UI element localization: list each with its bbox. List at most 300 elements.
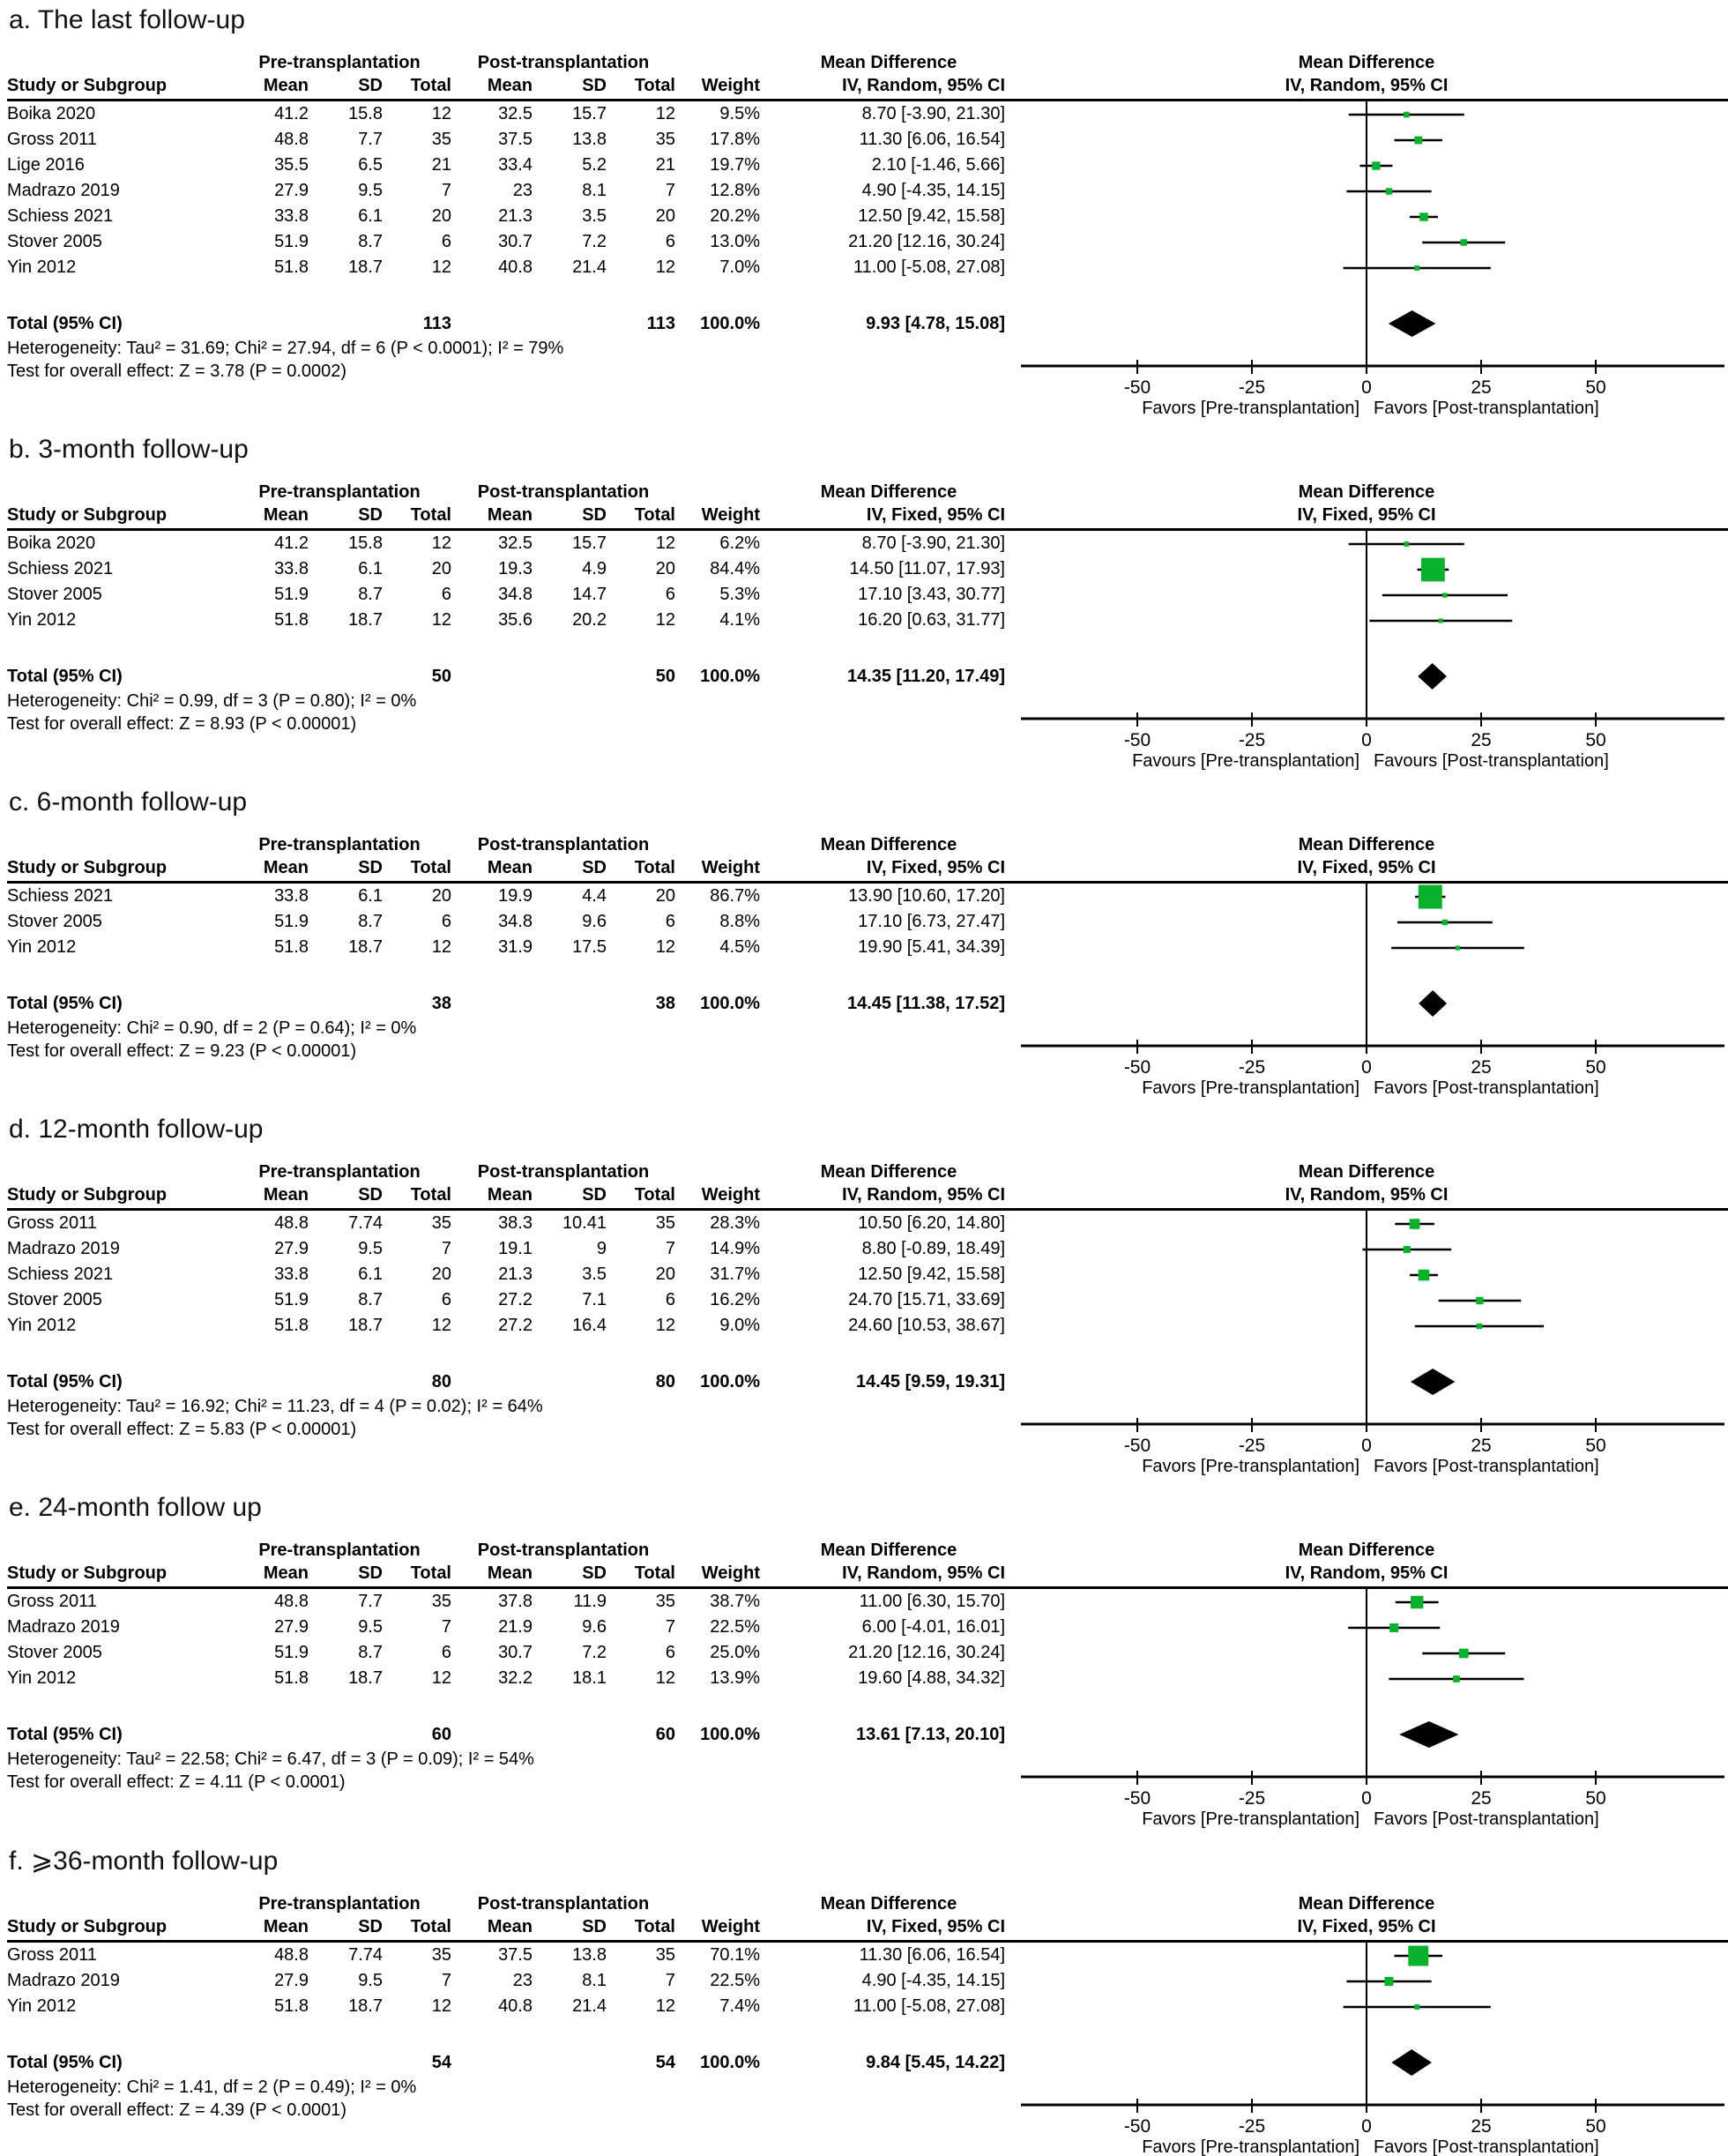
study-value: 41.2 (274, 104, 309, 123)
total-value (227, 2049, 309, 2076)
study-value: 33.8 (274, 886, 309, 906)
study-value: 8.1 (582, 181, 607, 200)
favors-left-label: Favors [Pre-transplantation] (1142, 1809, 1359, 1829)
overall-effect-text: Test for overall effect: Z = 5.83 (P < 0.00001) (7, 1420, 357, 1439)
tick-label: 25 (1471, 377, 1492, 398)
study-value: 35 (431, 1213, 451, 1233)
tick-label: 0 (1361, 2116, 1372, 2137)
study-name: Gross 2011 (7, 1592, 97, 1611)
study-value: 12 (655, 937, 675, 957)
total-value: 50 (431, 667, 451, 686)
column-header: Total (410, 1185, 451, 1205)
study-value: 21.4 (572, 257, 607, 277)
total-value: Total (95% CI) (7, 2053, 123, 2072)
group-header: Post-transplantation (477, 835, 650, 854)
study-value: 9.5 (358, 1971, 383, 1990)
group-header: Post-transplantation (477, 53, 650, 72)
column-header: Total (634, 858, 675, 877)
study-value: 10.50 [6.20, 14.80] (858, 1213, 1005, 1233)
study-value: 11.00 [-5.08, 27.08] (853, 257, 1005, 277)
study-value: 35 (655, 130, 675, 149)
column-header: Mean (487, 1185, 533, 1205)
total-value: Total (95% CI) (7, 1372, 123, 1391)
group-header: Pre-transplantation (258, 1541, 421, 1560)
study-value: 22.5% (710, 1617, 760, 1637)
column-header: Mean (263, 1185, 309, 1205)
panel-title: f. ⩾36-month follow-up (9, 1846, 279, 1876)
study-value: 4.5% (719, 937, 760, 957)
study-value: 6 (441, 585, 451, 604)
total-value: 100.0% (700, 994, 760, 1013)
study-value: 7.0% (719, 257, 760, 277)
favors-left-label: Favours [Pre-transplantation] (1132, 751, 1359, 771)
column-header: IV, Random, 95% CI (842, 1563, 1005, 1583)
column-header: IV, Fixed, 95% CI (866, 858, 1005, 877)
study-name: Gross 2011 (7, 1945, 97, 1965)
study-value: 31.9 (498, 937, 533, 957)
column-header: Study or Subgroup (7, 1917, 168, 1936)
favors-right-label: Favors [Post-transplantation] (1374, 1078, 1599, 1098)
study-value: 19.3 (498, 559, 533, 578)
study-value: 14.9% (710, 1239, 760, 1258)
study-value: 35.5 (274, 155, 309, 175)
study-name: Madrazo 2019 (7, 181, 120, 200)
column-header: Total (410, 76, 451, 95)
column-header: Study or Subgroup (7, 1185, 168, 1205)
plot-header-line1: Mean Difference (1298, 53, 1435, 72)
total-value: Total (95% CI) (7, 667, 123, 686)
study-value: 27.2 (498, 1316, 533, 1335)
study-value: 32.2 (498, 1668, 533, 1688)
study-value: 31.7% (710, 1265, 760, 1284)
total-value: 38 (431, 994, 451, 1013)
study-name: Gross 2011 (7, 1213, 97, 1233)
column-header: SD (358, 1563, 383, 1583)
table-header (7, 833, 1017, 879)
panel-content (7, 101, 1728, 417)
study-value: 11.00 [6.30, 15.70] (859, 1592, 1005, 1611)
study-value: 8.70 [-3.90, 21.30] (861, 533, 1005, 553)
study-table (7, 1943, 1017, 2122)
group-header (675, 833, 760, 856)
column-header: Total (410, 858, 451, 877)
tick-label: 0 (1361, 1436, 1372, 1456)
study-value: 32.5 (498, 104, 533, 123)
study-value: 27.9 (274, 181, 309, 200)
study-value: 19.90 [5.41, 34.39] (858, 937, 1005, 957)
total-value: 54 (431, 2053, 451, 2072)
study-value: 16.20 [0.63, 31.77] (858, 610, 1005, 630)
study-value: 9.0% (719, 1316, 760, 1335)
header-row (7, 1539, 1728, 1585)
total-value (533, 990, 607, 1017)
effect-square (1410, 1219, 1420, 1229)
study-value: 17.8% (710, 130, 760, 149)
column-header: SD (358, 858, 383, 877)
plot-column-header (1017, 833, 1728, 879)
tick-label: 50 (1585, 1788, 1606, 1809)
tick-label: -25 (1238, 1788, 1266, 1809)
total-value: 100.0% (700, 667, 760, 686)
total-diamond (1389, 310, 1436, 337)
tick-label: 0 (1361, 1057, 1372, 1078)
group-header: Pre-transplantation (258, 1894, 421, 1914)
study-value: 9.5% (719, 104, 760, 123)
tick-label: 50 (1585, 2116, 1606, 2137)
tick-label: 25 (1471, 730, 1492, 750)
group-header: Pre-transplantation (258, 1162, 421, 1182)
study-value: 37.5 (498, 1945, 533, 1965)
plot-header-line1: Mean Difference (1298, 835, 1435, 854)
favors-left-label: Favors [Pre-transplantation] (1142, 1457, 1359, 1476)
study-value: 6.1 (358, 206, 383, 226)
table-header (7, 51, 1017, 97)
plot-column-header (1017, 1539, 1728, 1585)
total-value (309, 663, 383, 690)
total-value (227, 1369, 309, 1395)
study-name: Yin 2012 (7, 937, 77, 957)
total-value (533, 663, 607, 690)
study-value: 7 (665, 1239, 675, 1258)
study-value: 9 (596, 1239, 607, 1258)
total-value: 54 (655, 2053, 675, 2072)
study-value: 12 (431, 937, 451, 957)
study-value: 12 (655, 1996, 675, 2016)
group-header (7, 1892, 227, 1915)
study-value: 51.8 (274, 257, 309, 277)
overall-effect-text: Test for overall effect: Z = 4.39 (P < 0.0001) (7, 2100, 347, 2120)
study-rows (7, 1589, 1017, 1691)
study-table (7, 101, 1017, 383)
study-name: Madrazo 2019 (7, 1971, 120, 1990)
favors-right-label: Favors [Post-transplantation] (1374, 1809, 1599, 1829)
total-value (309, 990, 383, 1017)
study-value: 16.4 (572, 1316, 607, 1335)
study-value: 6 (441, 1290, 451, 1309)
study-value: 13.8 (572, 1945, 607, 1965)
column-header: SD (582, 505, 607, 525)
column-header: SD (582, 1563, 607, 1583)
plot-header-line2: IV, Fixed, 95% CI (1297, 858, 1436, 877)
study-value: 37.8 (498, 1592, 533, 1611)
effect-square (1439, 618, 1443, 623)
study-value: 7.2 (582, 232, 607, 251)
heterogeneity-text: Heterogeneity: Tau² = 22.58; Chi² = 6.47, df = 3 (P = 0.09); I² = 54% (7, 1749, 534, 1769)
study-value: 4.90 [-4.35, 14.15] (861, 1971, 1005, 1990)
header-row (7, 1892, 1728, 1938)
study-value: 24.70 [15.71, 33.69] (848, 1290, 1005, 1309)
study-value: 20 (655, 559, 675, 578)
study-value: 12 (655, 610, 675, 630)
plot-header-line2: IV, Random, 95% CI (1285, 76, 1449, 95)
study-value: 33.8 (274, 559, 309, 578)
total-row (7, 1369, 1017, 1395)
panel-title: c. 6-month follow-up (9, 787, 248, 817)
effect-square (1442, 593, 1447, 597)
column-header: Total (634, 1185, 675, 1205)
study-name: Yin 2012 (7, 1316, 77, 1335)
tick-label: -25 (1238, 730, 1266, 750)
study-value: 15.8 (348, 104, 383, 123)
panel-b (7, 435, 1728, 770)
plot-header-line2: IV, Fixed, 95% CI (1297, 505, 1436, 525)
study-value: 20.2% (710, 206, 760, 226)
tick-label: -50 (1123, 1436, 1151, 1456)
tick-label: -25 (1238, 2116, 1266, 2137)
study-value: 7.1 (582, 1290, 607, 1309)
study-value: 19.9 (498, 886, 533, 906)
column-header: Mean (263, 1563, 309, 1583)
heterogeneity-text: Heterogeneity: Chi² = 0.99, df = 3 (P = 0.80); I² = 0% (7, 691, 417, 711)
favors-right-label: Favors [Post-transplantation] (1374, 399, 1599, 418)
table-header (7, 1892, 1017, 1938)
group-header: Mean Difference (820, 1541, 957, 1560)
column-header: Mean (487, 858, 533, 877)
total-value: 50 (655, 667, 675, 686)
total-value: 14.45 [11.38, 17.52] (846, 994, 1005, 1013)
study-value: 51.9 (274, 1290, 309, 1309)
study-value: 4.4 (582, 886, 607, 906)
tick-label: -50 (1123, 377, 1151, 398)
study-value: 6.1 (358, 1265, 383, 1284)
group-header: Post-transplantation (477, 1162, 650, 1182)
heterogeneity-text: Heterogeneity: Tau² = 16.92; Chi² = 11.23, df = 4 (P = 0.02); I² = 64% (7, 1397, 543, 1416)
group-header (675, 51, 760, 74)
study-name: Schiess 2021 (7, 206, 114, 226)
effect-square (1421, 558, 1445, 582)
study-value: 51.9 (274, 912, 309, 931)
column-header: Weight (701, 1563, 760, 1583)
study-value: 12 (655, 1668, 675, 1688)
tick-label: 50 (1585, 377, 1606, 398)
study-value: 4.9 (582, 559, 607, 578)
study-value: 38.3 (498, 1213, 533, 1233)
tick-label: 0 (1361, 730, 1372, 750)
effect-square (1442, 920, 1448, 925)
tick-label: 25 (1471, 2116, 1492, 2137)
total-row (7, 1721, 1017, 1748)
column-header: SD (582, 1917, 607, 1936)
study-value: 40.8 (498, 257, 533, 277)
study-name: Yin 2012 (7, 257, 77, 277)
tick-label: 25 (1471, 1788, 1492, 1809)
header-row (7, 51, 1728, 97)
study-value: 12 (655, 104, 675, 123)
total-value: 100.0% (700, 1725, 760, 1744)
study-value: 2.10 [-1.46, 5.66] (871, 155, 1005, 175)
study-value: 35 (655, 1945, 675, 1965)
study-name: Lige 2016 (7, 155, 85, 175)
group-header: Pre-transplantation (258, 482, 421, 502)
tick-label: 25 (1471, 1436, 1492, 1456)
effect-square (1384, 1977, 1393, 1986)
study-value: 20.2 (572, 610, 607, 630)
study-value: 4.90 [-4.35, 14.15] (861, 181, 1005, 200)
effect-square (1411, 1596, 1423, 1608)
study-value: 13.90 [10.60, 17.20] (848, 886, 1005, 906)
study-value: 35 (655, 1213, 675, 1233)
plot-column-header (1017, 481, 1728, 526)
study-value: 27.2 (498, 1290, 533, 1309)
column-header: Mean (263, 505, 309, 525)
study-value: 15.7 (572, 533, 607, 553)
group-header: Pre-transplantation (258, 53, 421, 72)
study-value: 18.7 (348, 257, 383, 277)
forest-plot-c (1017, 884, 1728, 1097)
study-value: 7 (665, 1617, 675, 1637)
study-value: 15.8 (348, 533, 383, 553)
study-rows (7, 101, 1017, 280)
panel-content (7, 884, 1728, 1097)
study-value: 6.00 [-4.01, 16.01] (861, 1617, 1005, 1637)
column-header: Study or Subgroup (7, 76, 168, 95)
study-value: 21.3 (498, 206, 533, 226)
tick-label: -25 (1238, 377, 1266, 398)
study-rows (7, 884, 1017, 960)
overall-effect-text: Test for overall effect: Z = 3.78 (P = 0.0002) (7, 362, 347, 381)
study-value: 9.5 (358, 1239, 383, 1258)
total-value: 38 (655, 994, 675, 1013)
plot-header-line2: IV, Fixed, 95% CI (1297, 1917, 1436, 1936)
study-value: 12.50 [9.42, 15.58] (858, 1265, 1005, 1284)
study-value: 8.70 [-3.90, 21.30] (861, 104, 1005, 123)
study-value: 18.7 (348, 1668, 383, 1688)
study-value: 15.7 (572, 104, 607, 123)
panel-title: b. 3-month follow-up (9, 435, 249, 464)
study-value: 7 (665, 181, 675, 200)
study-value: 38.7% (710, 1592, 760, 1611)
total-value (227, 310, 309, 337)
study-name: Madrazo 2019 (7, 1239, 120, 1258)
study-value: 6 (665, 1643, 675, 1662)
total-value (451, 663, 533, 690)
column-header: SD (358, 1917, 383, 1936)
group-header (675, 1160, 760, 1183)
study-value: 18.1 (572, 1668, 607, 1688)
study-value: 3.5 (582, 206, 607, 226)
study-name: Stover 2005 (7, 1290, 102, 1309)
effect-square (1404, 1246, 1411, 1253)
study-value: 21.9 (498, 1617, 533, 1637)
study-value: 21 (655, 155, 675, 175)
panel-c (7, 787, 1728, 1097)
column-header: Mean (263, 858, 309, 877)
group-header: Mean Difference (820, 1894, 957, 1914)
total-value (309, 310, 383, 337)
plot-column-header (1017, 51, 1728, 97)
study-value: 6.2% (719, 533, 760, 553)
study-value: 27.9 (274, 1617, 309, 1637)
column-header: Mean (487, 76, 533, 95)
study-value: 48.8 (274, 1213, 309, 1233)
study-value: 7.7 (358, 1592, 383, 1611)
study-value: 12.8% (710, 181, 760, 200)
study-value: 34.8 (498, 585, 533, 604)
study-value: 37.5 (498, 130, 533, 149)
total-row (7, 310, 1017, 337)
column-header: Weight (701, 505, 760, 525)
study-value: 5.3% (719, 585, 760, 604)
favors-right-label: Favors [Post-transplantation] (1374, 2137, 1599, 2156)
column-header: Total (634, 76, 675, 95)
study-value: 22.5% (710, 1971, 760, 1990)
study-value: 7 (441, 1239, 451, 1258)
study-value: 20 (655, 206, 675, 226)
plot-column-header (1017, 1892, 1728, 1938)
table-header (7, 1539, 1017, 1585)
study-value: 51.8 (274, 1668, 309, 1688)
panel-title: e. 24-month follow up (9, 1493, 262, 1522)
column-header: IV, Fixed, 95% CI (866, 505, 1005, 525)
total-value: 113 (646, 314, 675, 333)
spacer (7, 960, 1017, 990)
study-value: 7.74 (348, 1945, 383, 1965)
column-header: Total (410, 505, 451, 525)
study-value: 18.7 (348, 610, 383, 630)
total-value (451, 1721, 533, 1748)
total-value: 100.0% (700, 1372, 760, 1391)
panel-title: d. 12-month follow-up (9, 1115, 264, 1144)
heterogeneity-text: Heterogeneity: Chi² = 1.41, df = 2 (P = 0.49); I² = 0% (7, 2078, 417, 2097)
tick-label: -25 (1238, 1057, 1266, 1078)
total-diamond (1391, 2049, 1432, 2076)
favors-right-label: Favours [Post-transplantation] (1374, 751, 1609, 771)
total-value: 9.84 [5.45, 14.22] (866, 2053, 1005, 2072)
study-name: Stover 2005 (7, 232, 102, 251)
study-value: 40.8 (498, 1996, 533, 2016)
study-name: Boika 2020 (7, 533, 96, 553)
study-value: 41.2 (274, 533, 309, 553)
plot-header-line2: IV, Random, 95% CI (1285, 1563, 1449, 1583)
panel-d (7, 1115, 1728, 1475)
group-header (675, 1892, 760, 1915)
total-value: 14.35 [11.20, 17.49] (846, 667, 1005, 686)
study-name: Stover 2005 (7, 585, 102, 604)
effect-square (1476, 1297, 1483, 1304)
spacer (7, 1339, 1017, 1369)
effect-square (1477, 1324, 1482, 1329)
study-table (7, 884, 1017, 1063)
favors-left-label: Favors [Pre-transplantation] (1142, 2137, 1359, 2156)
study-value: 8.1 (582, 1971, 607, 1990)
favors-left-label: Favors [Pre-transplantation] (1142, 399, 1359, 418)
tick-label: 50 (1585, 730, 1606, 750)
column-header: SD (582, 1185, 607, 1205)
study-value: 8.7 (358, 585, 383, 604)
effect-square (1404, 112, 1410, 118)
total-value (309, 1369, 383, 1395)
forest-plot-a (1017, 101, 1728, 417)
study-value: 18.7 (348, 1316, 383, 1335)
study-value: 51.8 (274, 937, 309, 957)
column-header: Total (410, 1917, 451, 1936)
column-header: Study or Subgroup (7, 1563, 168, 1583)
total-row (7, 990, 1017, 1017)
study-name: Schiess 2021 (7, 886, 114, 906)
study-value: 19.60 [4.88, 34.32] (858, 1668, 1005, 1688)
table-header (7, 481, 1017, 526)
total-value: Total (95% CI) (7, 994, 123, 1013)
study-value: 35.6 (498, 610, 533, 630)
study-value: 21.3 (498, 1265, 533, 1284)
study-value: 5.2 (582, 155, 607, 175)
column-header: Mean (263, 76, 309, 95)
study-value: 35 (431, 1945, 451, 1965)
study-name: Yin 2012 (7, 1668, 77, 1688)
study-value: 12 (655, 1316, 675, 1335)
study-value: 9.5 (358, 181, 383, 200)
group-header (7, 1539, 227, 1562)
